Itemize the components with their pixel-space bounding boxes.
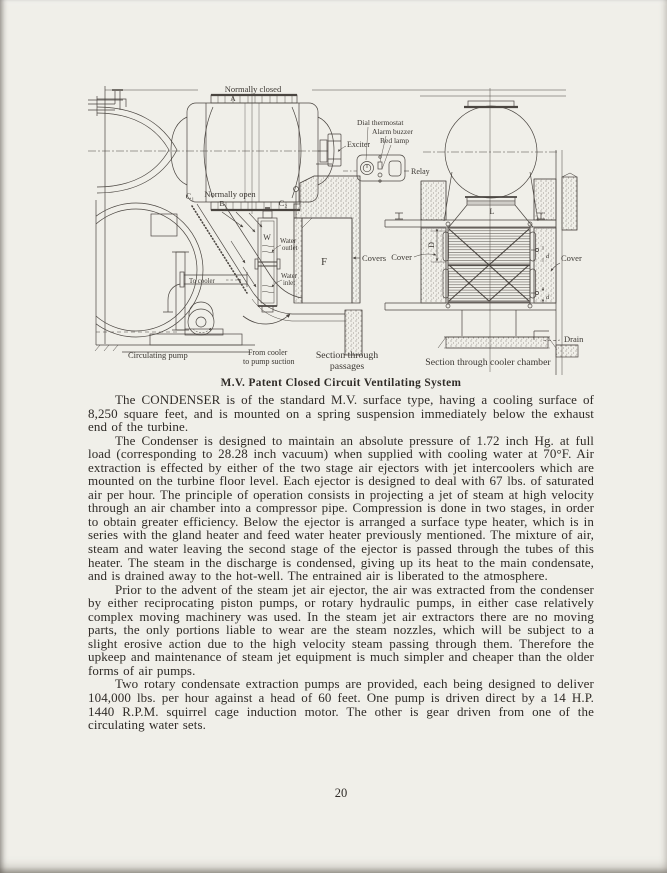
label-c2: C₂ [278,198,288,208]
label-normally-closed: Normally closed [224,84,282,94]
label-dim-d-small-2: d [546,294,550,301]
label-f: F [321,257,327,268]
label-dim-d: D [427,242,436,248]
relay-box-icon [389,161,401,176]
label-a: A [230,94,236,103]
label-alarm-buzzer: Alarm buzzer [372,127,414,136]
label-l: L [489,207,495,216]
label-circulating-pump: Circulating pump [128,350,188,360]
paragraph-condenser: The CONDENSER is of the standard M.V. surface type, having a cooling surface of 8,250 square feet, and is mounted on a spring suspension immediately below the exhaust end of the turbine. [88,392,594,435]
condenser-shell-circle [69,203,203,337]
label-normally-open: Normally open [204,189,256,199]
label-c1: C₁ [185,191,195,201]
circulating-pump-assembly [95,302,255,352]
page-number: 20 [334,786,348,800]
label-cover-left: Cover [391,252,412,262]
label-to-cooler: To cooler [189,278,215,285]
red-lamp-icon [378,173,382,177]
label-to-pump-suction: to pump suction [243,357,295,366]
body-text [88,393,594,732]
label-w: W [263,233,271,242]
label-red-lamp: Red lamp [380,136,409,145]
label-dial-thermostat: Dial thermostat [357,118,404,127]
label-water-inlet-2: inlet [283,280,296,287]
paragraph-steam-jet: Prior to the advent of the steam jet air ejector, the air was extracted from the condenser by either reciprocating piston pumps, or rotary hydraulic pumps, in either case relatively complex moving machinery was used. In the steam jet air extractors there are no moving parts, the only portions liable to wear are the steam nozzles, which will be subject to a slight erosive action due to the high velocity steam passing through them. Therefore the upkeep and maintenance of steam jet equipment is much simpler and cheaper than the older forms of air pumps. [88,581,594,678]
figure-caption: M.V. Patent Closed Circuit Ventilating System [220,377,462,389]
label-water-inlet-1: Water [281,273,298,280]
label-from-cooler: From cooler [248,348,288,357]
label-section-passages-2: passages [329,361,365,372]
label-drain: Drain [564,334,584,344]
turbine-casing [97,96,177,193]
label-cover-right: Cover [561,253,582,263]
label-covers: Covers [362,253,387,263]
air-chamber-f [302,218,360,303]
diagram-drawing [69,86,578,375]
label-section-passages-1: Section through [315,350,379,361]
label-section-cooler: Section through cooler chamber [425,357,551,368]
label-dim-d-small-1: d [546,253,550,260]
paragraph-extraction-pumps: Two rotary condensate extraction pumps are provided, each being designed to deliver 104,000 lbs. per hour against a head of 60 feet. One pump is driven direct by a 14 H.P. 1440 R.P.M. squirrel cage induction motor. The other is gear driven from one of the circulating water sets. [88,676,594,733]
label-b: B [219,199,225,208]
label-relay: Relay [411,167,430,176]
paragraph-condenser-design: The Condenser is designed to maintain an absolute pressure of 1.72 inch Hg. at full load (corresponding to 28.28 inch vacuum) when supplied with cooling water at 70°F. Air extraction is effected by either of the two stage air ejectors with jet intercoolers which are mounted on the turbine floor level. Each ejector is designed to deal with 67 lbs. of saturated air per hour. The principle of operation consists in projecting a jet of steam at high velocity through an air chamber into a compressor pipe. Compression is done in two stages, in order to obtain greater efficiency. Below the ejector is arranged a surface type heater, which is in series with the gland heater and feed water heater previously mentioned. The mixture of air, steam and water leaving the second stage of the ejector is passed through the tubes of this heater. The steam in the discharge is condensed, giving up its heat to the main condensate, and is drained away to the hot-well. The entrained air is liberated to the atmosphere. [88,432,594,584]
alarm-buzzer-icon [378,162,382,169]
label-exciter: Exciter [347,140,371,149]
label-water-outlet-2: outlet [282,245,298,252]
label-water-outlet-1: Water [280,238,297,245]
